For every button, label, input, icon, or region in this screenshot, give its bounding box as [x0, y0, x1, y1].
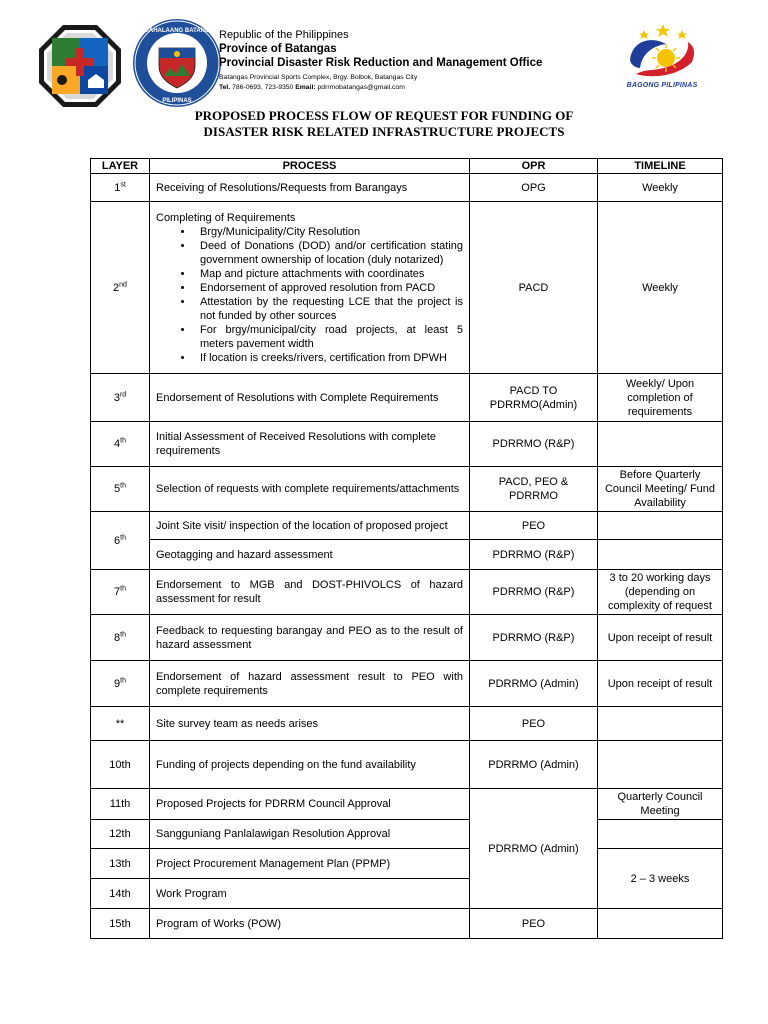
layer-cell: 6th [91, 512, 150, 570]
process-cell: Project Procurement Management Plan (PPMP) [150, 849, 470, 879]
process-cell: Site survey team as needs arises [150, 707, 470, 741]
requirements-title: Completing of Requirements [156, 211, 296, 224]
opr-cell: PDRRMO (R&P) [470, 540, 598, 570]
layer-cell: 8th [91, 615, 150, 661]
seal-ring-bottom-text: PILIPINAS [162, 98, 192, 104]
office-header [219, 28, 619, 92]
list-item: • For brgy/municipal/city road projects, at least 5 meters pavement width [194, 323, 463, 351]
batangas-seal-icon [132, 18, 222, 108]
timeline-cell [598, 422, 723, 467]
timeline-cell [598, 512, 723, 540]
opr-cell: PDRRMO (R&P) [470, 422, 598, 467]
opr-cell: PEO [470, 512, 598, 540]
list-item: • Deed of Donations (DOD) and/or certification stating government ownership of location (duly notarized) [194, 239, 463, 267]
table-row [91, 540, 723, 570]
process-cell: Endorsement of Resolutions with Complete Requirements [150, 374, 470, 422]
process-cell: Feedback to requesting barangay and PEO as to the result of hazard assessment [150, 615, 470, 661]
timeline-cell [598, 909, 723, 939]
process-cell: Work Program [150, 879, 470, 909]
table-row [91, 909, 723, 939]
opr-cell: PACD TO PDRRMO(Admin) [470, 374, 598, 422]
pdrrmo-logo-icon [38, 24, 122, 108]
table-row [91, 512, 723, 540]
process-cell: Sangguniang Panlalawigan Resolution Approval [150, 820, 470, 849]
process-cell: Joint Site visit/ inspection of the location of proposed project [150, 512, 470, 540]
table-row [91, 707, 723, 741]
opr-cell: PDRRMO (Admin) [470, 661, 598, 707]
opr-cell: PEO [470, 707, 598, 741]
list-item: • Map and picture attachments with coordinates [194, 267, 463, 281]
process-cell: Selection of requests with complete requirements/attachments [150, 467, 470, 512]
timeline-cell [598, 741, 723, 789]
timeline-cell: Weekly/ Upon completion of requirements [598, 374, 723, 422]
opr-cell: PDRRMO (R&P) [470, 570, 598, 615]
header-timeline: TIMELINE [598, 159, 723, 174]
process-cell: Proposed Projects for PDRRM Council Approval [150, 789, 470, 820]
timeline-cell: Quarterly Council Meeting [598, 789, 723, 820]
header-process: PROCESS [150, 159, 470, 174]
table-row [91, 467, 723, 512]
layer-cell: 13th [91, 849, 150, 879]
process-flow-table [90, 158, 723, 939]
email-label: Email: [295, 84, 316, 91]
seal-ring-top-text: PAMAHALAANG BATANGAS [136, 28, 218, 34]
process-cell: Geotagging and hazard assessment [150, 540, 470, 570]
timeline-cell [598, 540, 723, 570]
office-address: Batangas Provincial Sports Complex, Brgy. Bolbok, Batangas City [219, 74, 418, 81]
list-item: • Attestation by the requesting LCE that the project is not funded by other sources [194, 295, 463, 323]
list-item: • Endorsement of approved resolution from PACD [194, 281, 463, 295]
layer-cell: 11th [91, 789, 150, 820]
tel-value: 786-0693, 723-9350 [232, 84, 294, 91]
opr-cell-merged: PDRRMO (Admin) [470, 789, 598, 909]
opr-cell: PDRRMO (R&P) [470, 615, 598, 661]
header-opr: OPR [470, 159, 598, 174]
process-cell: Initial Assessment of Received Resolutions with complete requirements [150, 422, 470, 467]
office-name: Provincial Disaster Risk Reduction and Management Office [219, 57, 543, 69]
table-row [91, 615, 723, 661]
table-row [91, 570, 723, 615]
list-item: • If location is creeks/rivers, certification from DPWH [194, 351, 463, 365]
header-layer: LAYER [91, 159, 150, 174]
timeline-cell [598, 820, 723, 849]
table-row [91, 174, 723, 202]
layer-cell: 12th [91, 820, 150, 849]
table-row [91, 849, 723, 879]
tel-label: Tel. [219, 84, 231, 91]
timeline-cell: Weekly [598, 174, 723, 202]
process-cell: Funding of projects depending on the fund availability [150, 741, 470, 789]
title-line-2: DISASTER RISK RELATED INFRASTRUCTURE PROJECTS [203, 124, 565, 139]
layer-cell: 14th [91, 879, 150, 909]
layer-cell: 2nd [91, 202, 150, 374]
table-row [91, 789, 723, 820]
timeline-cell: Upon receipt of result [598, 615, 723, 661]
timeline-cell: Weekly [598, 202, 723, 374]
opr-cell: PDRRMO (Admin) [470, 741, 598, 789]
requirements-list [156, 225, 463, 365]
process-cell: Endorsement to MGB and DOST-PHIVOLCS of hazard assessment for result [150, 570, 470, 615]
table-row [91, 422, 723, 467]
layer-cell: 1st [91, 174, 150, 202]
timeline-cell-merged: 2 – 3 weeks [598, 849, 723, 909]
timeline-cell: 3 to 20 working days (depending on complexity of request [598, 570, 723, 615]
province-line: Province of Batangas [219, 43, 337, 55]
layer-cell: 15th [91, 909, 150, 939]
timeline-cell [598, 707, 723, 741]
bagong-pilipinas-caption: BAGONG PILIPINAS [626, 82, 698, 89]
process-cell: Endorsement of hazard assessment result to PEO with complete requirements [150, 661, 470, 707]
process-cell [150, 202, 470, 374]
email-value: pdrrmobatangas@gmail.com [317, 84, 405, 91]
opr-cell: PACD, PEO & PDRRMO [470, 467, 598, 512]
opr-cell: PACD [470, 202, 598, 374]
table-row [91, 661, 723, 707]
table-row [91, 741, 723, 789]
layer-cell: 4th [91, 422, 150, 467]
opr-cell: PEO [470, 909, 598, 939]
office-contact [219, 83, 619, 92]
layer-cell: 10th [91, 741, 150, 789]
title-line-1: PROPOSED PROCESS FLOW OF REQUEST FOR FUNDING OF [194, 108, 574, 123]
timeline-cell: Before Quarterly Council Meeting/ Fund Availability [598, 467, 723, 512]
document-title [90, 108, 678, 140]
layer-cell: 5th [91, 467, 150, 512]
layer-cell: 7th [91, 570, 150, 615]
opr-cell: OPG [470, 174, 598, 202]
process-cell: Receiving of Resolutions/Requests from Barangays [150, 174, 470, 202]
republic-line: Republic of the Philippines [219, 29, 349, 41]
list-item: • Brgy/Municipality/City Resolution [194, 225, 463, 239]
layer-cell: 9th [91, 661, 150, 707]
table-row [91, 374, 723, 422]
timeline-cell: Upon receipt of result [598, 661, 723, 707]
layer-cell: 3rd [91, 374, 150, 422]
table-row [91, 202, 723, 374]
layer-cell: ** [91, 707, 150, 741]
process-cell: Program of Works (POW) [150, 909, 470, 939]
table-header-row [91, 159, 723, 174]
table-row [91, 820, 723, 849]
